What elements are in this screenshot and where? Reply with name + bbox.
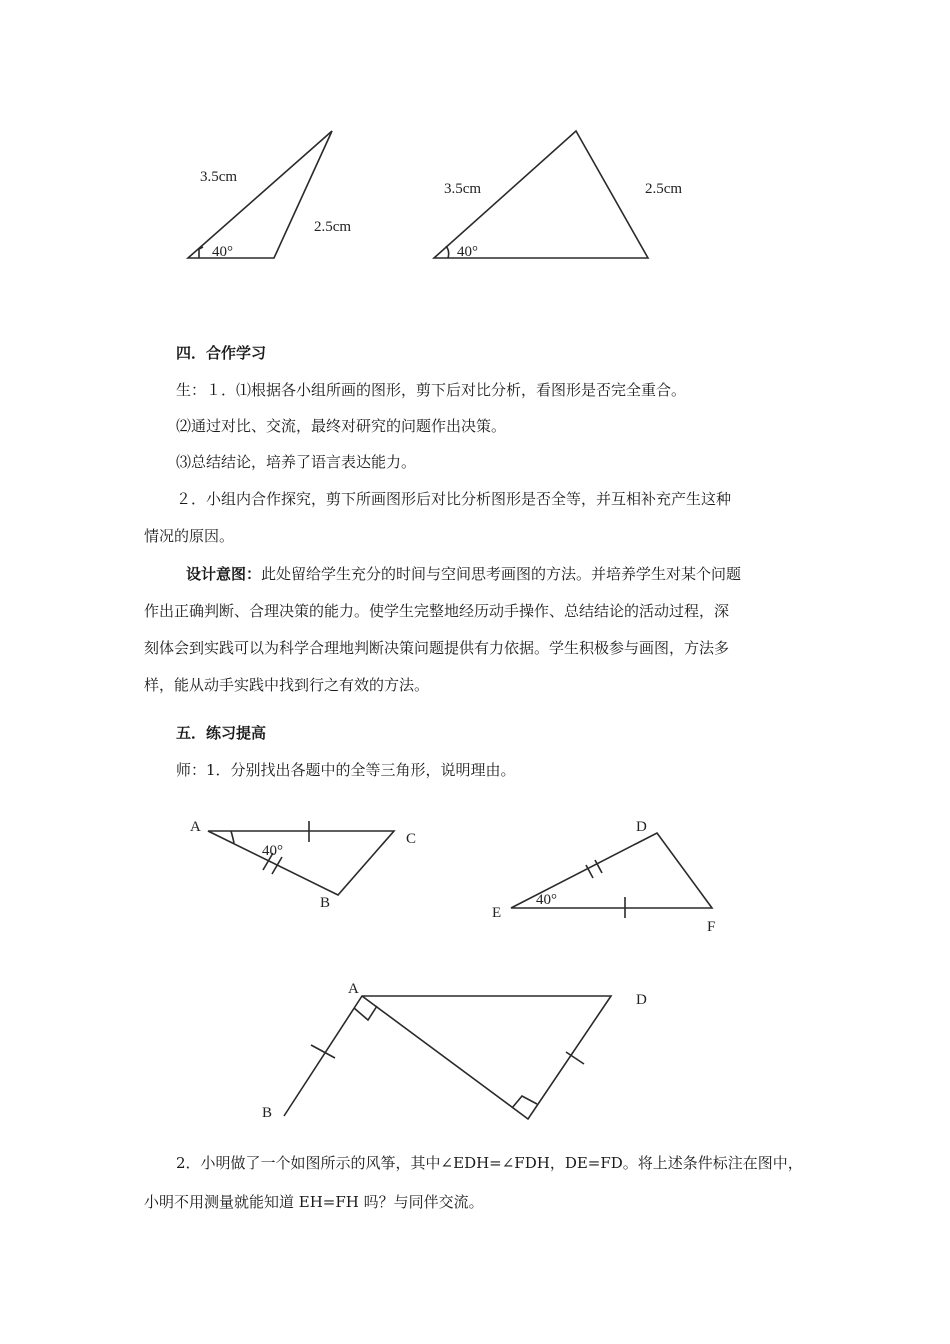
section5-q2-line2: 小明不用测量就能知道 EH=FH 吗？与同伴交流。 — [144, 1193, 484, 1211]
fig1-right-side-b: 2.5cm — [645, 181, 683, 197]
triangle-left-fig1 — [188, 131, 332, 258]
fig1-left-angle: 40° — [212, 244, 233, 260]
angle-mark-left — [199, 247, 203, 258]
fig2-label-f: F — [707, 919, 716, 935]
right-angle-a — [354, 1006, 377, 1020]
fig1-left-side-a: 3.5cm — [200, 169, 238, 185]
section4-item1-3: ⑶总结结论，培养了语言表达能力。 — [176, 453, 417, 471]
fig1-right-side-a: 3.5cm — [444, 181, 482, 197]
fig2-angle-def: 40° — [536, 892, 557, 908]
tick-ab-2 — [272, 857, 282, 874]
fig3-label-d: D — [636, 992, 647, 1008]
angle-mark-right — [446, 246, 449, 258]
design-intent-line2: 作出正确判断、合理决策的能力。使学生完整地经历动手操作、总结结论的活动过程，深 — [144, 602, 730, 620]
fig1-left-side-b: 2.5cm — [314, 219, 352, 235]
fig2-label-b: B — [320, 895, 331, 911]
design-intent-text1: 此处留给学生充分的时间与空间思考画图的方法。并培养学生对某个问题 — [261, 565, 742, 583]
fig3-label-b: B — [262, 1105, 273, 1121]
section4-item1-2: ⑵通过对比、交流，最终对研究的问题作出决策。 — [176, 417, 507, 435]
fig2-label-d: D — [636, 819, 647, 835]
section5-heading: 五．练习提高 — [176, 724, 267, 742]
fig2-label-e: E — [492, 905, 502, 921]
section4-item1: 生：１．⑴根据各小组所画的图形，剪下后对比分析，看图形是否完全重合。 — [176, 381, 687, 399]
fig1-right-angle: 40° — [457, 244, 478, 260]
section5-q2-line1: 2．小明做了一个如图所示的风筝，其中∠EDH=∠FDH，DE=FD。将上述条件标注在图中， — [176, 1154, 803, 1172]
triangle-abc — [208, 831, 394, 895]
fig2-angle-abc: 40° — [262, 843, 283, 859]
section5-q1: 师：1．分别找出各题中的全等三角形，说明理由。 — [176, 761, 516, 779]
fig3-label-a: A — [348, 981, 359, 997]
angle-mark-a — [231, 831, 234, 843]
fig2-label-a: A — [190, 819, 201, 835]
design-intent-label: 设计意图： — [186, 565, 262, 583]
design-intent-line4: 样，能从动手实践中找到行之有效的方法。 — [144, 676, 430, 694]
section4-item2-line2: 情况的原因。 — [144, 527, 235, 545]
fig2-label-c: C — [406, 831, 417, 847]
right-angle-c — [512, 1096, 537, 1108]
section4-heading: 四．合作学习 — [176, 344, 267, 362]
design-intent-line1 — [186, 564, 741, 584]
section4-item2-line1: ２．小组内合作探究，剪下所画图形后对比分析图形是否全等，并互相补充产生这种 — [176, 490, 732, 508]
design-intent-line3: 刻体会到实践可以为科学合理地判断决策问题提供有力依据。学生积极参与画图，方法多 — [144, 639, 730, 657]
